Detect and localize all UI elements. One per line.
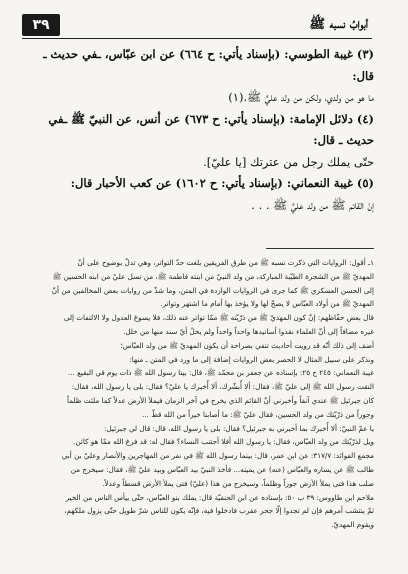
footnote-line: يا عمّ النبيّ: ألا أُخبرك بما أخبرني به جبرئيل؟ فقال: بلى يا رسول الله، قال: قال لي جبرئيل: bbox=[104, 423, 374, 433]
footnote-line: مجمع الفوائد: ٣١٧/٧: عن ابن عمر، قال: بينما رسول الله ﷺ في نفر من المهاجرين والأنصار وعليّ بن أبي bbox=[61, 451, 374, 461]
hadith-text: ما هو من ولدي، ولكن من ولد عليٍّ ﷺ.(١) bbox=[228, 90, 374, 104]
footnote-line: قال بعض حفّاظهم: إنّ كون المهديّ ﷺ من ذرّيّته ﷺ ممّا تواتر عنه ذلك، فلا يسوغ العدول ولا الالتفات إلى bbox=[63, 313, 374, 323]
source-line: (٤) دلائل الإمامة: (بإسناد يأتي: ح ٦٧٣) عن أنس، عن النبيّ ﷺ ـفي حديث ـ قال: bbox=[48, 111, 374, 147]
footnote-line: وجوراً من ذرّيّتك من ولد الحسين، فقال عليّ ﷺ: ما أصابنا خيراً من الله قطّ ... bbox=[142, 409, 374, 419]
footnote-line: النقت رسول الله ﷺ إلى عليّ ﷺ، فقال: ألا أُبشّرك، ألا أُخبرك يا عليّ؟ فقال: بلى يا رسول الله، فقال: bbox=[71, 382, 374, 392]
footnote-line: كان جبرئيل ﷺ عندي آنفاً وأخبرني أنّ القائم الذي يخرج في آخر الزمان فيملأ الأرض عدلاً كما ملئت ظلماً bbox=[67, 395, 374, 405]
footnote-line: ملاحم ابن طاووس: ٣٩ ب ٥٠: بإسناده عن ابن الحنفيّة قال: يملك بنو العبّاس، حتّى ييأس الناس من الخير bbox=[65, 492, 374, 502]
footnote-line: المهديّ ﷺ من الشجرة الطيّبة المباركة، من ولد النبيّ من ابنته فاطمة ﷺ، من نسل عليّ من ابنه الحسين ﷺ bbox=[52, 271, 374, 281]
footnote-line: غيره مضافاً إلى أنّ العلماء نقدوا أسانيدها واحداً واحداً ولم يخلُ أيّ سند منها من خلل. bbox=[123, 326, 374, 336]
footnote-line: أضف إلى ذلك أنّه قد رويت أحاديث تنفي بصراحة أن يكون المهديّ ﷺ من ولد العبّاس؛ bbox=[120, 340, 374, 350]
main-text bbox=[28, 44, 374, 216]
footnote-line: إلى الحسن العسكري ﷺ كما جرى في الروايات الواردة في المتن، وما شذّ من روايات بعض المخالفين من أنّ bbox=[51, 285, 374, 295]
hadith-text: إنّ القائم ﷺ من ولد عليٍّ ﷺ . . . bbox=[251, 197, 374, 212]
footnote-line: طالب ﷺ عن يساره والعبّاس (عنه) عن يمينه... فأخذ النبيّ بيد العبّاس وبيد عليّ ﷺ، فقال: سيخرج من bbox=[70, 464, 374, 474]
footnote-line: المهديّ ﷺ من أولاد العبّاس لا يصحّ لها ولا يؤخذ بها أمام ما اشتهر وتواتر. bbox=[160, 299, 374, 309]
footnote-line: ونذكر على سبيل المثال لا الحصر بعض الروايات إضافة إلى ما ورد في المتن ـ منها: bbox=[129, 354, 374, 364]
hadith-text: حتّى يملك رجل من عترتك [يا عليّ]. bbox=[203, 154, 374, 169]
footnote-divider bbox=[266, 248, 374, 249]
page-number: ٣٩ bbox=[22, 14, 60, 36]
footnote-line: ثمّ ينتشب أمرهم فإن لم تجدوا إلّا جحر عقرب فادخلوا فيه، فإنّه يكون للناس شرّ طويل حتّى يزول ملكهم، bbox=[64, 506, 374, 516]
footnote-line: ويقوم المهديّ. bbox=[331, 520, 374, 530]
footnote-line: ويل لذرّيّتك من ولد العبّاس، فقال: يا رسول الله أفلا أجتنب النساء؟ فقال له: قد فرغ الله ممّا هو كائن. bbox=[73, 437, 374, 447]
footnote-line: ١ـ أقول: الروايات التي ذكرت نسبه ﷺ من طرق الفريقين بلغت حدّ التواتر، وهي تدلّ بوضوح على أنّ bbox=[77, 258, 374, 267]
source-line: (٣) غيبة الطوسي: (بإسناد يأتي: ح ٦٦٤) عن ابن عبّاس، ـفي حديث ـ قال: bbox=[43, 47, 374, 83]
source-line: (٥) غيبة النعماني: (بإسناد يأتي: ح ١٦٠٢) عن كعب الأحبار قال: bbox=[70, 176, 374, 190]
running-title: أبوابُ نسبه ﷺ bbox=[309, 17, 368, 32]
footnote-line: غيبة النعماني: ٢٤٥ ح ٢٥: بإسناده عن جعفر بن محمّد ﷺ، قال: بينا رسول الله ﷺ ذات يوم في البقيع ... bbox=[67, 368, 374, 378]
footnote-line: صلب هذا فتى يملأ الأرض جوراً وظلماً، وسيخرج من هذا (عليّ) فتى يملأ الأرض قسطاً وعدلاً. bbox=[102, 478, 374, 488]
page-header bbox=[22, 14, 372, 39]
footnotes bbox=[28, 256, 374, 568]
